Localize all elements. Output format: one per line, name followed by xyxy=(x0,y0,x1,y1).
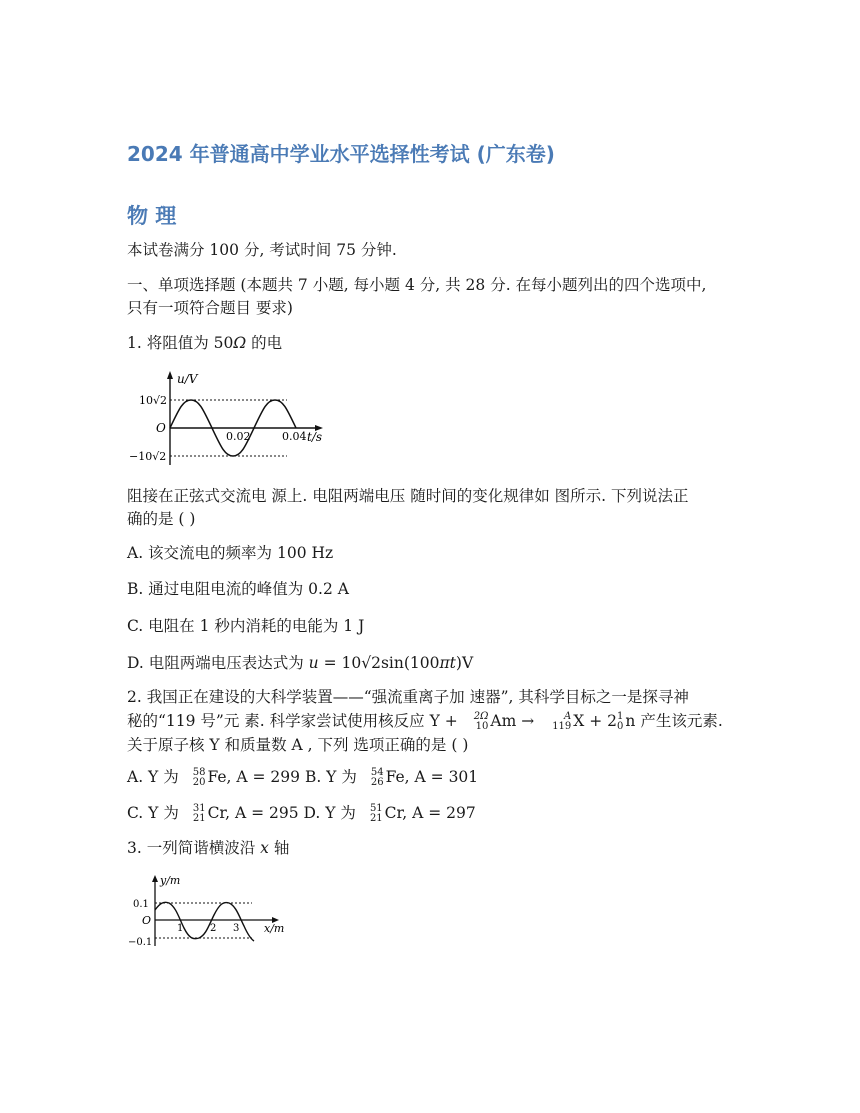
q3-y-axis-arrow xyxy=(152,875,158,882)
q1-option-a: A. 该交流电的频率为 100 Hz xyxy=(127,544,334,562)
q1-origin-label: O xyxy=(156,421,166,435)
section-heading-line1: 一、单项选择题 (本题共 7 小题, 每小题 4 分, 共 28 分. 在每小题列出的四个选项中, xyxy=(127,276,707,294)
exam-title: 2024 年普通高中学业水平选择性考试 (广东卷) xyxy=(127,142,555,166)
q2-x-nuclide-index: A 119 xyxy=(552,711,572,732)
q2-stem-line2: 秘的“119 号”元 素. 科学家尝试使用核反应 Y + 2Ω 10 Am → A 119 X + 2 1 0 n 产生该元素. xyxy=(127,711,723,732)
q2-am-nuclide-index: 2Ω 10 xyxy=(473,711,489,732)
q1-y-axis-label: u/V xyxy=(177,372,198,386)
section-heading-line2: 只有一项符合题目 要求) xyxy=(127,299,293,317)
q3-y-top-label: 0.1 xyxy=(133,899,149,910)
q3-wave-graph xyxy=(127,870,292,950)
q2-options-ab: A. Y 为 58 20 Fe, A = 299 B. Y 为 54 26 Fe, A = 301 xyxy=(127,767,479,788)
q3-y-bottom-label: −0.1 xyxy=(128,937,153,948)
q1-stem-line2: 阻接在正弦式交流电 源上. 电阻两端电压 随时间的变化规律如 图所示. 下列说法正 xyxy=(127,487,689,505)
q2-stem-line3: 关于原子核 Y 和质量数 A , 下列 选项正确的是 ( ) xyxy=(127,736,469,754)
q1-y-top-label: 10√2 xyxy=(139,394,168,407)
q3-tick-2: 2 xyxy=(210,923,217,934)
q3-y-axis-label: y/m xyxy=(160,874,181,887)
q3-stem: 3. 一列简谐横波沿 x 轴 xyxy=(127,839,290,857)
exam-intro: 本试卷满分 100 分, 考试时间 75 分钟. xyxy=(127,241,397,259)
q1-option-c: C. 电阻在 1 秒内消耗的电能为 1 J xyxy=(127,617,365,635)
q3-tick-1: 1 xyxy=(177,923,184,934)
q1-x-axis-label: t/s xyxy=(307,430,323,444)
q2-stem-line1: 2. 我国正在建设的大科学装置——“强流重离子加 速器”, 其科学目标之一是探寻神 xyxy=(127,688,689,706)
q1-tick-0-04: 0.04 xyxy=(282,430,307,443)
q1-stem-line3: 确的是 ( ) xyxy=(127,510,196,528)
q2-n-nuclide-index: 1 0 xyxy=(617,711,624,732)
q1-option-b: B. 通过电阻电流的峰值为 0.2 A xyxy=(127,580,349,598)
q1-stem-line1: 1. 将阻值为 50Ω 的电 xyxy=(127,334,283,352)
q3-origin-label: O xyxy=(142,914,152,927)
q1-option-d: D. 电阻两端电压表达式为 u = 10√2sin(100πt)V xyxy=(127,654,474,672)
q1-tick-0-02: 0.02 xyxy=(226,430,251,443)
q3-tick-3: 3 xyxy=(233,923,240,934)
q2-options-cd: C. Y 为 31 21 Cr, A = 295 D. Y 为 51 21 Cr, A = 297 xyxy=(127,803,476,824)
q1-y-axis-arrow xyxy=(167,371,173,379)
q1-y-bottom-label: −10√2 xyxy=(129,450,167,463)
q3-x-axis-label: x/m xyxy=(264,922,285,935)
q3-wave-curve xyxy=(155,902,254,941)
subject-heading: 物 理 xyxy=(127,204,177,228)
q1-voltage-graph xyxy=(127,365,337,470)
